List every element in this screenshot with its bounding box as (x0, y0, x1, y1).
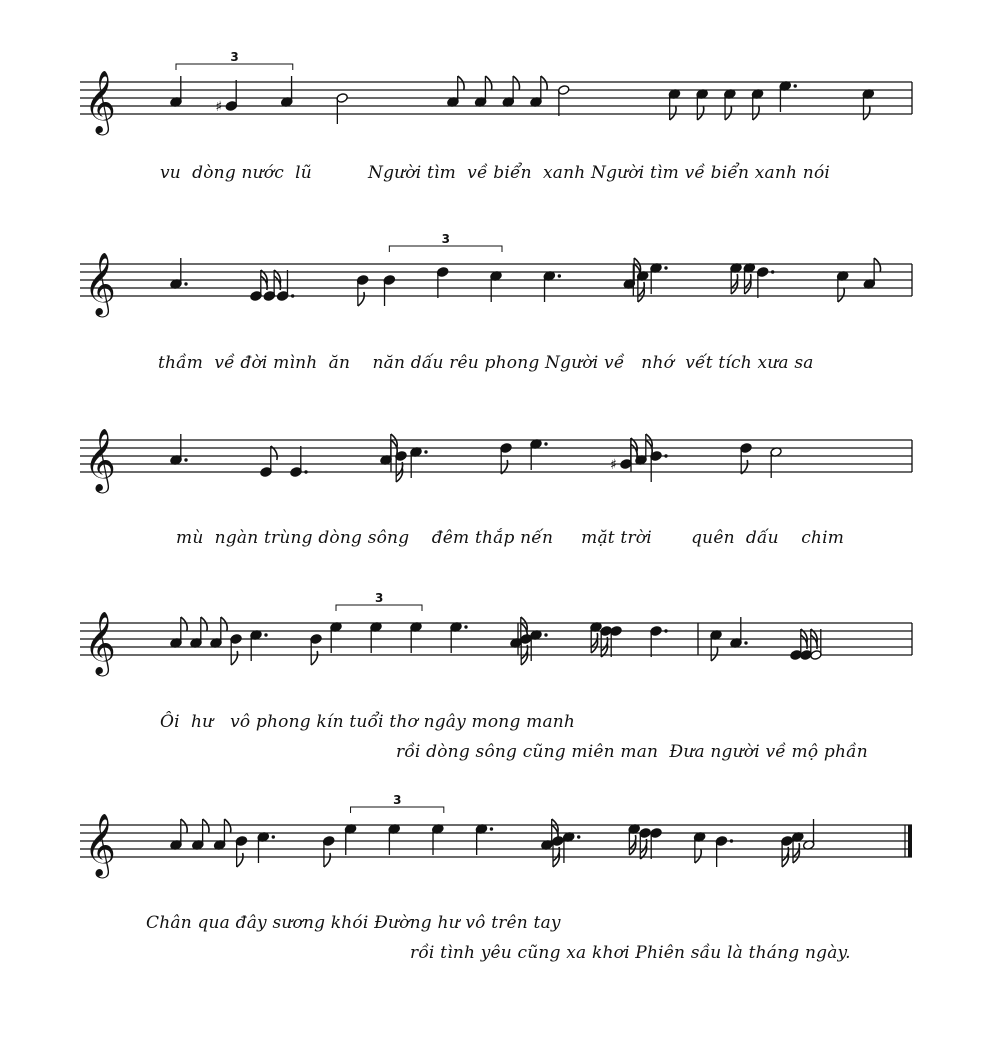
treble-clef-icon: 𝄞 (84, 252, 116, 315)
treble-clef-icon: 𝄞 (84, 70, 116, 133)
note-flag (181, 819, 187, 833)
lyric-line-3: mù ngàn trùng dòng sông đêm thắp nến mặt trời quên dấu chim (176, 528, 845, 548)
lyric-line-4a: Ôi hư vô phong kín tuổi thơ ngây mong manh (160, 712, 576, 732)
augmentation-dot (794, 84, 797, 87)
augmentation-dot (744, 641, 747, 644)
note-flag (224, 819, 230, 833)
triplet-bracket (389, 246, 502, 252)
lyric-line-1: vu dòng nước lũ Người tìm về biển xanh Người tìm về biển xanh nói (160, 163, 831, 183)
lyric-line-4b: rồi dòng sông cũng miên man Đưa người về mộ phần (396, 742, 868, 762)
note-flag (324, 853, 330, 867)
augmentation-dot (664, 266, 667, 269)
sharp-icon: ♯ (610, 457, 617, 473)
note-flag (203, 819, 209, 833)
triplet-bracket (176, 64, 293, 70)
note-flag (458, 76, 464, 90)
note-flag (201, 617, 207, 631)
triplet-bracket (351, 807, 444, 813)
note-flag (231, 651, 237, 665)
note-flag (311, 651, 317, 665)
augmentation-dot (424, 450, 427, 453)
triplet-number: 3 (230, 50, 239, 64)
augmentation-dot (544, 442, 547, 445)
note-flag (711, 647, 717, 661)
note-flag (670, 106, 676, 120)
augmentation-dot (184, 458, 187, 461)
final-barline-icon (908, 825, 912, 857)
augmentation-dot (664, 454, 667, 457)
augmentation-dot (730, 839, 733, 842)
augmentation-dot (264, 633, 267, 636)
note-flag (541, 76, 547, 90)
augmentation-dot (304, 470, 307, 473)
note-flag (838, 288, 844, 302)
note-flag (753, 106, 759, 120)
augmentation-dot (664, 629, 667, 632)
note-flag (513, 76, 519, 90)
triplet-number: 3 (441, 232, 451, 246)
note-flag (874, 258, 880, 272)
note-flag (864, 106, 870, 120)
augmentation-dot (771, 270, 774, 273)
treble-clef-icon: 𝄞 (84, 428, 116, 491)
augmentation-dot (272, 835, 275, 838)
lyric-line-2: thầm về đời mình ăn năn dấu rêu phong Người về nhớ vết tích xưa sa (158, 353, 814, 373)
augmentation-dot (291, 294, 294, 297)
note-flag (697, 106, 703, 120)
treble-clef-icon: 𝄞 (84, 611, 116, 674)
augmentation-dot (490, 827, 493, 830)
augmentation-dot (577, 835, 580, 838)
triplet-number: 3 (393, 793, 402, 807)
note-flag (221, 617, 227, 631)
augmentation-dot (464, 625, 467, 628)
triplet-bracket (336, 605, 422, 611)
augmentation-dot (558, 274, 561, 277)
sharp-icon: ♯ (215, 99, 223, 115)
augmentation-dot (184, 282, 187, 285)
note-flag (485, 76, 491, 90)
lyric-line-5a: Chân qua đây sương khói Đường hư vô trên tay (146, 913, 561, 933)
note-flag (237, 853, 243, 867)
note-flag (725, 106, 731, 120)
note-flag (181, 617, 187, 631)
augmentation-dot (544, 633, 547, 636)
lyric-line-5b: rồi tình yêu cũng xa khơi Phiên sầu là tháng ngày. (410, 943, 851, 963)
treble-clef-icon: 𝄞 (84, 813, 116, 876)
triplet-number: 3 (375, 591, 384, 605)
note-flag (695, 849, 701, 863)
note-flag (358, 292, 364, 306)
